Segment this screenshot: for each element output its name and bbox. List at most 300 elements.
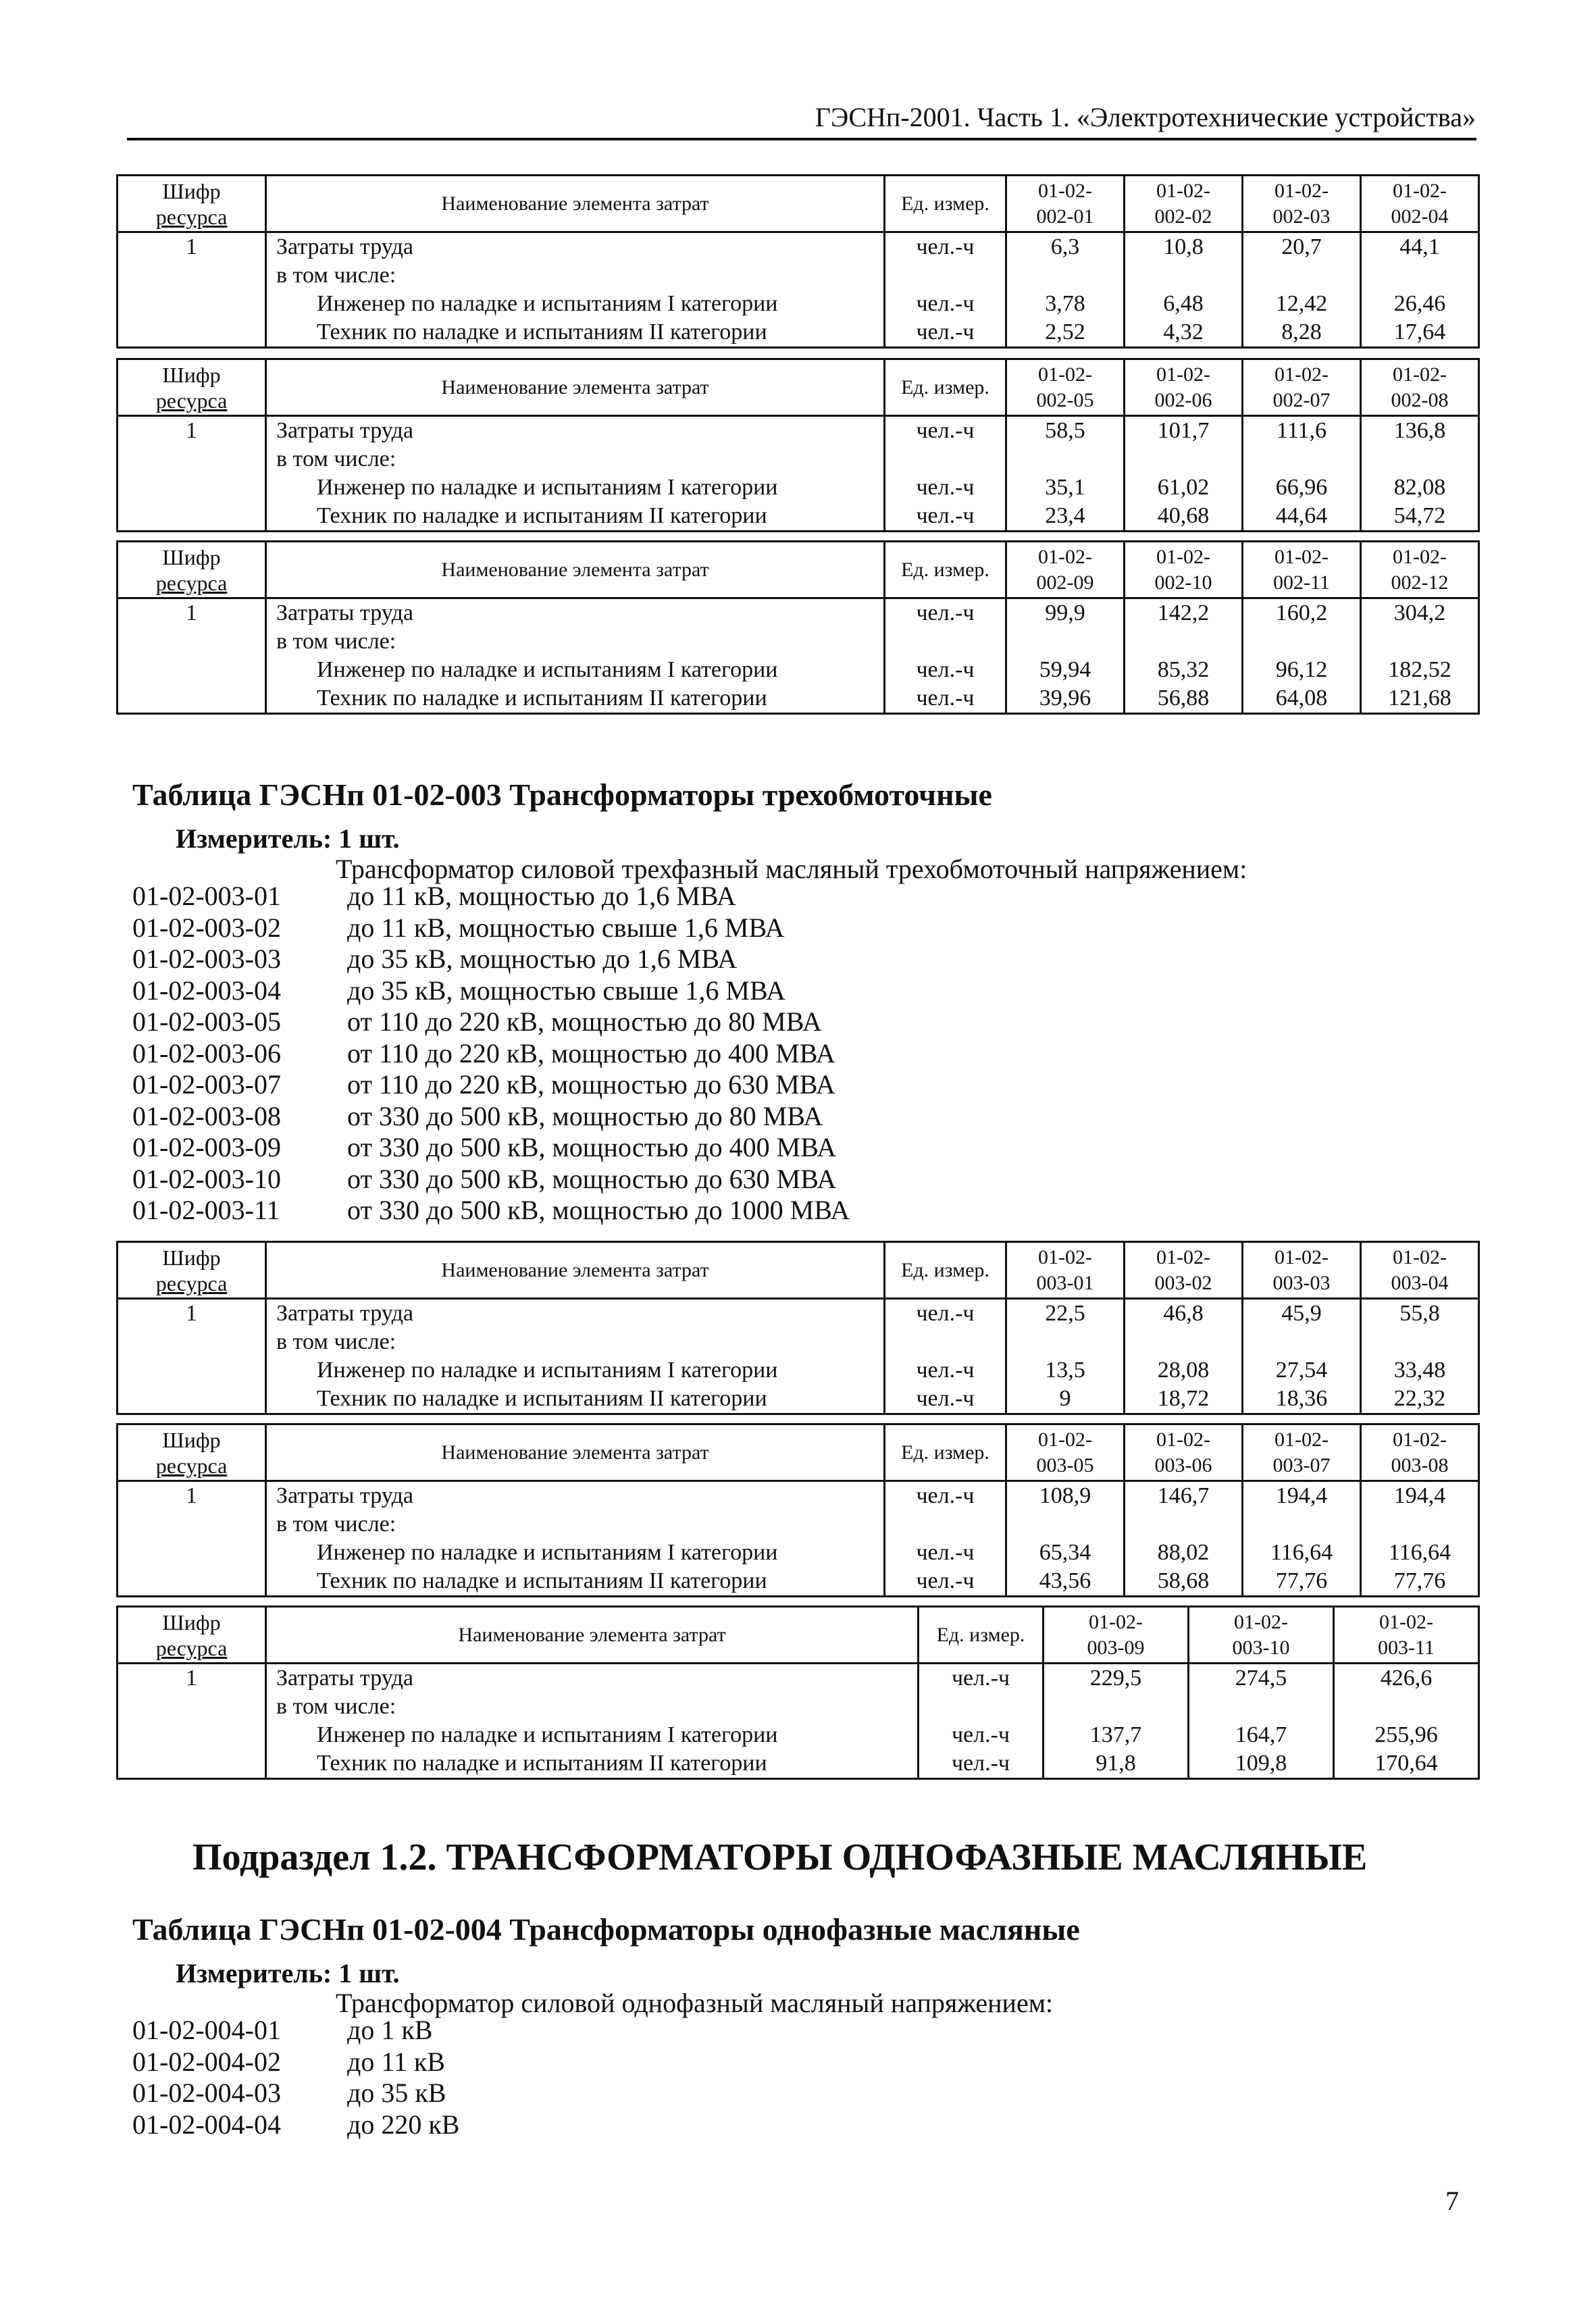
item-code: 01-02-004-02	[132, 2046, 281, 2077]
item-code: 01-02-003-01	[132, 881, 281, 911]
header-code-part: 01-02-	[1234, 1610, 1288, 1633]
header-code-part: 002-07	[1272, 388, 1331, 411]
cost-value: 142,2	[1157, 600, 1210, 625]
table-004-item-list	[132, 2015, 459, 2140]
header-code-part: 002-10	[1154, 571, 1212, 594]
header-code-part: 002-12	[1391, 571, 1449, 594]
item-text: от 330 до 500 кВ, мощностью до 1000 МВА	[347, 1195, 850, 1225]
header-code-part: 003-03	[1272, 1271, 1331, 1294]
header-code	[1361, 1424, 1479, 1481]
cost-value: 65,34	[1039, 1540, 1091, 1565]
cost-value: 43,56	[1039, 1568, 1091, 1593]
header-code-part: 01-02-	[1275, 545, 1329, 568]
header-shifr	[118, 542, 266, 598]
cost-element-unit: чел.-ч	[916, 503, 975, 528]
resource-table	[116, 1241, 1480, 1415]
table-003-meter: Измеритель: 1 шт.	[176, 823, 400, 854]
item-text: до 11 кВ	[347, 2046, 445, 2077]
header-code	[1243, 1424, 1361, 1481]
cost-element-unit: чел.-ч	[916, 234, 975, 259]
body-names	[266, 1299, 885, 1414]
header-shifr	[118, 1424, 266, 1481]
header-unit: Ед. измер.	[919, 1607, 1044, 1664]
body-values	[1243, 1299, 1361, 1414]
cost-value: 40,68	[1157, 503, 1210, 528]
header-code-part: 01-02-	[1393, 545, 1447, 568]
cost-element-name: Затраты труда	[276, 1301, 414, 1326]
body-values	[1361, 232, 1479, 348]
cost-value: 116,64	[1388, 1540, 1451, 1565]
body-values	[1006, 598, 1125, 714]
cost-element-name: Затраты труда	[276, 234, 414, 259]
body-values	[1125, 232, 1243, 348]
header-code-part: 002-11	[1273, 571, 1330, 594]
cost-element-unit: чел.-ч	[916, 319, 975, 344]
cost-value	[1247, 1328, 1356, 1356]
cost-element-name: Затраты труда	[276, 1483, 414, 1508]
body-values	[1243, 598, 1361, 714]
cost-value	[1011, 627, 1119, 656]
header-shifr-line2: ресурса	[155, 388, 228, 413]
body-values	[1125, 1299, 1243, 1414]
header-code-part: 003-10	[1232, 1636, 1290, 1659]
cost-value	[1247, 445, 1356, 473]
header-code	[1125, 542, 1243, 598]
cost-value: 22,5	[1045, 1301, 1085, 1326]
item-code: 01-02-003-09	[132, 1132, 281, 1162]
item-code: 01-02-003-04	[132, 975, 281, 1006]
cost-element-unit: чел.-ч	[916, 1540, 975, 1565]
cost-value	[1339, 1693, 1474, 1721]
cost-element-name: в том числе:	[276, 263, 396, 288]
cost-element-name: Техник по наладке и испытаниям II категории	[317, 1751, 767, 1776]
header-code	[1243, 176, 1361, 232]
cost-element-unit: чел.-ч	[951, 1722, 1010, 1747]
list-item	[132, 944, 850, 975]
cost-element-unit	[890, 1510, 1001, 1539]
cost-value: 77,76	[1393, 1568, 1446, 1593]
item-code: 01-02-003-11	[132, 1195, 280, 1225]
header-code-part: 01-02-	[1156, 1428, 1210, 1451]
header-code-part: 01-02-	[1393, 1245, 1447, 1268]
list-item	[132, 1006, 850, 1038]
body-values	[1006, 1299, 1125, 1414]
header-name: Наименование элемента затрат	[266, 1424, 885, 1481]
header-code-part: 01-02-	[1156, 1245, 1210, 1268]
cost-value: 2,52	[1045, 319, 1085, 344]
cost-value: 99,9	[1045, 600, 1085, 625]
cost-value	[1011, 1510, 1119, 1539]
cost-value: 56,88	[1157, 686, 1210, 711]
cost-element-name: Инженер по наладке и испытаниям I категории	[317, 475, 778, 500]
cost-element-name: в том числе:	[276, 1329, 396, 1354]
cost-element-name: Затраты труда	[276, 418, 414, 443]
header-unit: Ед. измер.	[885, 542, 1006, 598]
list-item	[132, 1101, 850, 1133]
header-shifr	[118, 1242, 266, 1299]
cost-element-unit: чел.-ч	[916, 1568, 975, 1593]
header-code-part: 01-02-	[1089, 1610, 1143, 1633]
shifr-value: 1	[186, 1301, 197, 1326]
header-code-part: 003-09	[1087, 1636, 1145, 1659]
cost-value: 10,8	[1163, 234, 1204, 259]
list-item	[132, 975, 850, 1007]
cost-value	[1129, 261, 1237, 290]
list-item	[132, 1069, 850, 1101]
header-code-part: 003-07	[1272, 1454, 1331, 1476]
cost-element-unit: чел.-ч	[916, 686, 975, 711]
cost-value	[1011, 445, 1119, 473]
cost-value: 6,48	[1163, 291, 1204, 316]
header-code-part: 002-03	[1272, 205, 1331, 228]
cost-value: 229,5	[1089, 1666, 1142, 1691]
cost-element-name: Инженер по наладке и испытаниям I категории	[317, 291, 778, 316]
table-003-title: Таблица ГЭСНп 01-02-003 Трансформаторы трехобмоточные	[132, 777, 992, 812]
list-item	[132, 1038, 850, 1070]
cost-value	[1129, 1510, 1237, 1539]
header-code-part: 01-02-	[1379, 1610, 1433, 1633]
cost-value: 146,7	[1157, 1483, 1210, 1508]
resource-table	[116, 540, 1480, 715]
header-code-part: 002-02	[1154, 205, 1212, 228]
header-rule	[127, 138, 1476, 140]
header-code-part: 003-05	[1036, 1454, 1094, 1476]
header-shifr-line1: Шифр	[162, 1610, 221, 1635]
item-text: до 35 кВ	[347, 2078, 446, 2108]
body-shifr	[118, 1481, 266, 1597]
cost-value: 88,02	[1157, 1540, 1210, 1565]
item-code: 01-02-003-06	[132, 1037, 281, 1069]
resource-table	[116, 1605, 1480, 1780]
item-code: 01-02-003-03	[132, 944, 281, 974]
cost-element-name: Техник по наладке и испытаниям II категории	[317, 686, 767, 711]
cost-element-name: Техник по наладке и испытаниям II категории	[317, 319, 767, 344]
cost-value: 85,32	[1157, 657, 1210, 682]
body-values	[1361, 416, 1479, 532]
item-text: до 220 кВ	[347, 2109, 460, 2140]
body-shifr	[118, 1664, 266, 1779]
header-code-part: 01-02-	[1156, 363, 1210, 386]
body-values	[1243, 232, 1361, 348]
header-code	[1361, 359, 1479, 416]
cost-value: 194,4	[1275, 1483, 1328, 1508]
cost-element-unit: чел.-ч	[916, 657, 975, 682]
table-004-meter: Измеритель: 1 шт.	[176, 1958, 400, 1988]
cost-value: 59,94	[1039, 657, 1091, 682]
item-code: 01-02-003-02	[132, 912, 281, 943]
header-unit: Ед. измер.	[885, 1242, 1006, 1299]
header-code-part: 01-02-	[1275, 179, 1329, 202]
cost-value: 44,1	[1399, 234, 1440, 259]
body-shifr	[118, 598, 266, 714]
cost-element-unit: чел.-ч	[951, 1751, 1010, 1776]
cost-value: 164,7	[1235, 1722, 1287, 1747]
cost-element-unit	[890, 627, 1001, 656]
header-code-part: 003-01	[1036, 1271, 1094, 1294]
item-code: 01-02-004-01	[132, 2015, 281, 2045]
header-shifr-line1: Шифр	[162, 544, 221, 569]
body-units	[919, 1664, 1044, 1779]
header-code-part: 003-11	[1378, 1636, 1435, 1659]
header-code	[1361, 1242, 1479, 1299]
item-code: 01-02-003-07	[132, 1069, 281, 1100]
header-code	[1334, 1607, 1479, 1664]
item-text: от 330 до 500 кВ, мощностью до 400 МВА	[347, 1132, 837, 1162]
header-code	[1006, 542, 1125, 598]
list-item	[132, 1132, 850, 1164]
item-text: до 1 кВ	[347, 2015, 433, 2045]
list-item	[132, 1195, 850, 1227]
header-code	[1243, 359, 1361, 416]
cost-value: 12,42	[1275, 291, 1328, 316]
cost-value: 18,36	[1275, 1386, 1328, 1411]
header-code-part: 003-06	[1154, 1454, 1212, 1476]
cost-value: 22,32	[1393, 1386, 1446, 1411]
table-004-description: Трансформатор силовой однофазный масляный напряжением:	[336, 1988, 1054, 2018]
cost-value: 27,54	[1275, 1358, 1328, 1383]
item-code: 01-02-004-03	[132, 2078, 281, 2108]
cost-element-unit: чел.-ч	[916, 1386, 975, 1411]
body-names	[266, 1664, 919, 1779]
cost-value: 137,7	[1089, 1722, 1142, 1747]
cost-value: 101,7	[1157, 418, 1210, 443]
body-values	[1361, 1299, 1479, 1414]
cost-value	[1129, 1328, 1237, 1356]
table-003-item-list	[132, 881, 850, 1227]
resource-table	[116, 174, 1480, 349]
cost-element-name: Затраты труда	[276, 600, 414, 625]
cost-value	[1247, 1510, 1356, 1539]
header-code-part: 01-02-	[1393, 1428, 1447, 1451]
item-text: от 330 до 500 кВ, мощностью до 630 МВА	[347, 1163, 837, 1194]
cost-value: 274,5	[1235, 1666, 1287, 1691]
cost-value: 45,9	[1281, 1301, 1322, 1326]
header-code	[1243, 1242, 1361, 1299]
header-shifr-line2: ресурса	[155, 570, 228, 595]
cost-element-name: Затраты труда	[276, 1666, 414, 1691]
cost-element-unit: чел.-ч	[916, 1301, 975, 1326]
item-text: до 35 кВ, мощностью свыше 1,6 МВА	[347, 975, 786, 1006]
body-values	[1006, 1481, 1125, 1597]
item-code: 01-02-003-08	[132, 1100, 281, 1131]
header-code-part: 01-02-	[1038, 1428, 1092, 1451]
cost-value: 304,2	[1393, 600, 1446, 625]
header-code	[1125, 1242, 1243, 1299]
header-name: Наименование элемента затрат	[266, 359, 885, 416]
shifr-value: 1	[186, 418, 197, 443]
subsection-title: Подраздел 1.2. ТРАНСФОРМАТОРЫ ОДНОФАЗНЫЕ МАСЛЯНЫЕ	[192, 1836, 1368, 1878]
header-code-part: 01-02-	[1156, 179, 1210, 202]
cost-value	[1366, 445, 1474, 473]
cost-value: 96,12	[1275, 657, 1328, 682]
cost-element-name: в том числе:	[276, 1512, 396, 1537]
item-text: до 11 кВ, мощностью свыше 1,6 МВА	[347, 912, 785, 943]
list-item	[132, 2047, 459, 2078]
cost-element-name: Инженер по наладке и испытаниям I категории	[317, 1722, 778, 1747]
body-values	[1125, 1481, 1243, 1597]
header-code	[1125, 359, 1243, 416]
cost-value: 121,68	[1388, 686, 1451, 711]
list-item	[132, 881, 850, 912]
cost-value: 61,02	[1157, 475, 1210, 500]
header-code-part: 01-02-	[1393, 363, 1447, 386]
item-code: 01-02-003-05	[132, 1006, 281, 1037]
cost-value: 170,64	[1374, 1751, 1438, 1776]
item-text: от 330 до 500 кВ, мощностью до 80 МВА	[347, 1100, 823, 1131]
cost-value	[1366, 1328, 1474, 1356]
header-code-part: 003-02	[1154, 1271, 1212, 1294]
header-shifr	[118, 359, 266, 416]
cost-value: 64,08	[1275, 686, 1328, 711]
header-code-part: 002-08	[1391, 388, 1449, 411]
body-values	[1125, 598, 1243, 714]
item-code: 01-02-003-10	[132, 1163, 281, 1194]
cost-value	[1011, 261, 1119, 290]
header-code-part: 002-09	[1036, 571, 1094, 594]
cost-value: 18,72	[1157, 1386, 1210, 1411]
header-code-part: 01-02-	[1275, 1428, 1329, 1451]
cost-value: 54,72	[1393, 503, 1446, 528]
body-values	[1189, 1664, 1334, 1779]
body-values	[1361, 1481, 1479, 1597]
cost-element-unit: чел.-ч	[916, 418, 975, 443]
header-code-part: 01-02-	[1156, 545, 1210, 568]
cost-value: 136,8	[1393, 418, 1446, 443]
header-code	[1243, 542, 1361, 598]
cost-value: 160,2	[1275, 600, 1328, 625]
cost-element-unit: чел.-ч	[916, 291, 975, 316]
item-text: до 35 кВ, мощностью до 1,6 МВА	[347, 944, 738, 974]
body-shifr	[118, 1299, 266, 1414]
header-code-part: 01-02-	[1038, 1245, 1092, 1268]
cost-element-name: Техник по наладке и испытаниям II категории	[317, 503, 767, 528]
cost-value	[1247, 627, 1356, 656]
shifr-value: 1	[186, 234, 197, 259]
body-values	[1361, 598, 1479, 714]
body-values	[1243, 1481, 1361, 1597]
body-names	[266, 232, 885, 348]
cost-value	[1247, 261, 1356, 290]
header-code	[1189, 1607, 1334, 1664]
cost-value: 82,08	[1393, 475, 1446, 500]
cost-element-name: в том числе:	[276, 1694, 396, 1719]
list-item	[132, 2109, 459, 2141]
header-shifr-line1: Шифр	[162, 1427, 221, 1452]
cost-value: 58,68	[1157, 1568, 1210, 1593]
running-header: ГЭСНп-2001. Часть 1. «Электротехнические устройства»	[815, 102, 1476, 132]
cost-value: 44,64	[1275, 503, 1328, 528]
cost-value: 109,8	[1235, 1751, 1287, 1776]
cost-value: 20,7	[1281, 234, 1322, 259]
resource-table	[116, 1423, 1480, 1597]
cost-value: 426,6	[1380, 1666, 1433, 1691]
body-units	[885, 598, 1006, 714]
header-code-part: 003-04	[1391, 1271, 1449, 1294]
cost-value: 6,3	[1050, 234, 1080, 259]
header-code-part: 01-02-	[1275, 363, 1329, 386]
header-code-part: 01-02-	[1393, 179, 1447, 202]
cost-value: 4,32	[1163, 319, 1204, 344]
header-code-part: 01-02-	[1038, 545, 1092, 568]
cost-element-name: Инженер по наладке и испытаниям I категории	[317, 657, 778, 682]
header-code	[1361, 176, 1479, 232]
header-code-part: 01-02-	[1275, 1245, 1329, 1268]
header-name: Наименование элемента затрат	[266, 1242, 885, 1299]
resource-table	[116, 358, 1480, 532]
body-units	[885, 1299, 1006, 1414]
cost-value: 26,46	[1393, 291, 1446, 316]
cost-value: 55,8	[1399, 1301, 1440, 1326]
body-values	[1243, 416, 1361, 532]
list-item	[132, 1164, 850, 1195]
header-shifr-line2: ресурса	[155, 204, 228, 229]
cost-value: 46,8	[1163, 1301, 1204, 1326]
item-text: от 110 до 220 кВ, мощностью до 80 МВА	[347, 1006, 822, 1037]
list-item	[132, 912, 850, 944]
header-code	[1125, 176, 1243, 232]
cost-value: 108,9	[1039, 1483, 1091, 1508]
body-values	[1125, 416, 1243, 532]
item-text: от 110 до 220 кВ, мощностью до 630 МВА	[347, 1069, 835, 1100]
header-code-part: 002-04	[1391, 205, 1449, 228]
page-number: 7	[1445, 2186, 1459, 2216]
header-code	[1125, 1424, 1243, 1481]
cost-value: 91,8	[1096, 1751, 1136, 1776]
cost-value: 33,48	[1393, 1358, 1446, 1383]
header-shifr-line1: Шифр	[162, 362, 221, 387]
header-code-part: 01-02-	[1038, 363, 1092, 386]
cost-value: 17,64	[1393, 319, 1446, 344]
cost-element-name: в том числе:	[276, 629, 396, 654]
cost-element-name: Техник по наладке и испытаниям II категории	[317, 1568, 767, 1593]
cost-value: 28,08	[1157, 1358, 1210, 1383]
header-shifr-line2: ресурса	[155, 1635, 228, 1660]
header-unit: Ед. измер.	[885, 359, 1006, 416]
cost-element-name: Техник по наладке и испытаниям II категории	[317, 1386, 767, 1411]
body-names	[266, 416, 885, 532]
header-shifr	[118, 176, 266, 232]
header-code	[1361, 542, 1479, 598]
body-names	[266, 598, 885, 714]
header-code-part: 003-08	[1391, 1454, 1449, 1476]
header-shifr-line1: Шифр	[162, 178, 221, 203]
cost-value: 8,28	[1281, 319, 1322, 344]
header-unit: Ед. измер.	[885, 1424, 1006, 1481]
cost-value: 66,96	[1275, 475, 1328, 500]
header-shifr-line1: Шифр	[162, 1245, 221, 1270]
cost-element-unit	[890, 445, 1001, 473]
cost-value	[1366, 261, 1474, 290]
body-values	[1044, 1664, 1189, 1779]
table-004-title: Таблица ГЭСНп 01-02-004 Трансформаторы однофазные масляные	[132, 1912, 1080, 1947]
header-unit: Ед. измер.	[885, 176, 1006, 232]
shifr-value: 1	[186, 1483, 197, 1508]
header-shifr-line2: ресурса	[155, 1270, 228, 1295]
cost-value: 255,96	[1374, 1722, 1438, 1747]
cost-value	[1129, 627, 1237, 656]
body-values	[1334, 1664, 1479, 1779]
cost-value: 116,64	[1270, 1540, 1333, 1565]
cost-value: 77,76	[1275, 1568, 1328, 1593]
header-code-part: 002-01	[1036, 205, 1094, 228]
header-code-part: 002-06	[1154, 388, 1212, 411]
item-code: 01-02-004-04	[132, 2109, 281, 2140]
cost-value: 3,78	[1045, 291, 1085, 316]
cost-value: 13,5	[1045, 1358, 1085, 1383]
list-item	[132, 2015, 459, 2047]
table-003-description: Трансформатор силовой трехфазный масляный трехобмоточный напряжением:	[336, 854, 1247, 884]
body-names	[266, 1481, 885, 1597]
